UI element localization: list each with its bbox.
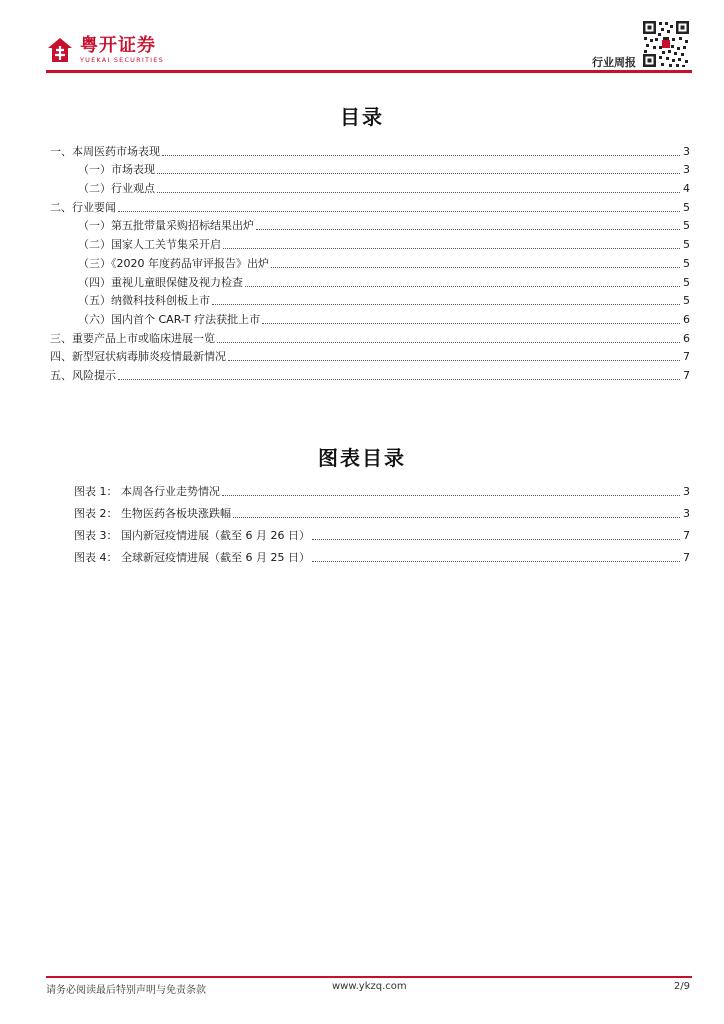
toc-entry-label: 四、新型冠状病毒肺炎疫情最新情况	[50, 350, 226, 364]
page-header	[0, 0, 724, 80]
toc-entry-page: 5	[683, 219, 690, 233]
toc-leader-dots	[118, 379, 680, 380]
toc-entry[interactable]	[50, 252, 690, 271]
toc-entry[interactable]	[50, 327, 690, 346]
toc-leader-dots	[245, 286, 680, 287]
toc-leader-dots	[233, 517, 680, 518]
figure-entry[interactable]	[74, 477, 690, 499]
company-logo	[46, 36, 164, 64]
toc-entry[interactable]	[50, 346, 690, 365]
figure-list	[74, 477, 690, 565]
figure-list-title: 图表目录	[318, 446, 406, 470]
toc-title: 目录	[340, 105, 384, 129]
toc-leader-dots	[222, 495, 680, 496]
footer-disclaimer: 请务必阅读最后特别声明与免责条款	[46, 985, 206, 996]
toc-entry[interactable]	[50, 308, 690, 327]
toc-entry-page: 7	[683, 368, 690, 382]
toc-entry-page: 5	[683, 238, 690, 252]
figure-entry-page: 3	[683, 507, 690, 520]
toc-entry[interactable]	[50, 177, 690, 196]
toc-entry[interactable]	[50, 233, 690, 252]
toc-entry-page: 5	[683, 275, 690, 289]
toc-entry[interactable]	[50, 271, 690, 290]
qr-code-icon	[642, 20, 690, 68]
toc-entry-page: 6	[683, 312, 690, 326]
report-type-label: 行业周报	[592, 56, 636, 69]
toc-entry-label: （四）重视儿童眼保健及视力检查	[78, 275, 243, 289]
toc-entry[interactable]	[50, 159, 690, 178]
footer-divider	[46, 976, 692, 978]
toc-entry-page: 3	[683, 144, 690, 158]
header-divider	[46, 70, 692, 73]
toc-entry-page: 3	[683, 163, 690, 177]
toc-entry-label: （三）《2020 年度药品审评报告》出炉	[78, 256, 269, 270]
toc-entry-page: 4	[683, 182, 690, 196]
toc-entry-label: 三、重要产品上市或临床进展一览	[50, 331, 215, 345]
figure-entry[interactable]	[74, 543, 690, 565]
toc-entry-page: 7	[683, 350, 690, 364]
toc-entry[interactable]	[50, 215, 690, 234]
toc-leader-dots	[157, 173, 680, 174]
figure-entry-label: 图表 1： 本周各行业走势情况	[74, 485, 220, 498]
toc-leader-dots	[271, 267, 680, 268]
table-of-contents	[50, 140, 690, 383]
toc-entry-label: 一、本周医药市场表现	[50, 144, 160, 158]
toc-entry-label: （一）第五批带量采购招标结果出炉	[78, 219, 254, 233]
toc-entry-page: 6	[683, 331, 690, 345]
figure-entry-label: 图表 2： 生物医药各板块涨跌幅	[74, 507, 231, 520]
toc-leader-dots	[312, 561, 680, 562]
toc-entry[interactable]	[50, 290, 690, 309]
toc-leader-dots	[118, 211, 680, 212]
toc-entry-page: 5	[683, 256, 690, 270]
toc-leader-dots	[162, 155, 680, 156]
toc-entry-label: （五）纳微科技科创板上市	[78, 294, 210, 308]
figure-entry-page: 7	[683, 551, 690, 564]
toc-leader-dots	[157, 192, 680, 193]
toc-entry-page: 5	[683, 200, 690, 214]
figure-entry-page: 7	[683, 529, 690, 542]
toc-leader-dots	[217, 342, 680, 343]
toc-entry[interactable]	[50, 364, 690, 383]
toc-leader-dots	[262, 323, 680, 324]
footer-page-number: 2/9	[673, 981, 690, 992]
toc-entry-label: 五、风险提示	[50, 368, 116, 382]
toc-leader-dots	[212, 304, 680, 305]
toc-entry-label: （二）国家人工关节集采开启	[78, 238, 221, 252]
toc-leader-dots	[256, 229, 680, 230]
toc-entry[interactable]	[50, 140, 690, 159]
logo-chinese-name: 粤开证券	[80, 35, 156, 56]
yuekai-logo-icon	[46, 36, 74, 64]
figure-entry-label: 图表 4： 全球新冠疫情进展（截至 6 月 25 日）	[74, 551, 310, 564]
footer-website-link[interactable]: www.ykzq.com	[332, 981, 407, 992]
figure-entry-label: 图表 3： 国内新冠疫情进展（截至 6 月 26 日）	[74, 529, 310, 542]
toc-entry-label: （一）市场表现	[78, 163, 155, 177]
toc-leader-dots	[312, 539, 680, 540]
toc-entry-label: （二）行业观点	[78, 182, 155, 196]
figure-entry-page: 3	[683, 485, 690, 498]
figure-entry[interactable]	[74, 499, 690, 521]
toc-leader-dots	[228, 360, 680, 361]
figure-entry[interactable]	[74, 521, 690, 543]
toc-entry[interactable]	[50, 196, 690, 215]
toc-entry-label: 二、行业要闻	[50, 200, 116, 214]
toc-entry-page: 5	[683, 294, 690, 308]
toc-leader-dots	[223, 248, 680, 249]
logo-english-name: YUEKAI SECURITIES	[80, 56, 164, 64]
toc-entry-label: （六）国内首个 CAR-T 疗法获批上市	[78, 312, 261, 326]
